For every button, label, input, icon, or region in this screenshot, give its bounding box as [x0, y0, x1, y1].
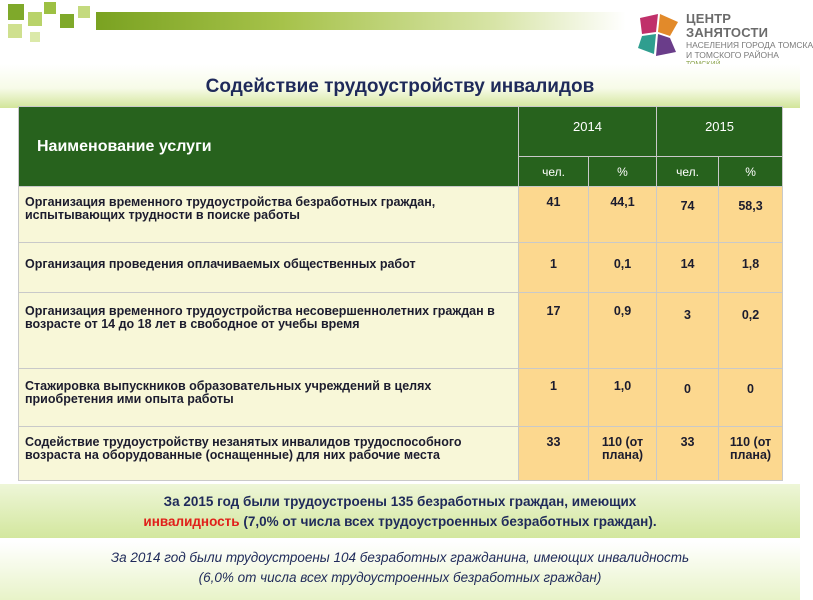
table-row — [19, 427, 783, 481]
summary-2015-line2-rest: (7,0% от числа всех трудоустроенных безработных граждан). — [239, 514, 657, 529]
summary-2014-line1: За 2014 год были трудоустроены 104 безработных гражданина, имеющих инвалидность — [110, 550, 690, 565]
service-name: Стажировка выпускников образовательных учреждений в целях приобретения ими опыта работы — [19, 369, 519, 427]
logo-title: ЦЕНТР ЗАНЯТОСТИ — [686, 11, 769, 40]
value-percent-2014: 0,1 — [589, 243, 657, 293]
summary-2014-line2: (6,0% от числа всех трудоустроенных безработных граждан) — [198, 570, 602, 585]
value-percent-2014: 1,0 — [589, 369, 657, 427]
table-row — [19, 369, 783, 427]
value-people-2014: 41 — [519, 187, 589, 243]
value-people-2014: 1 — [519, 243, 589, 293]
value-percent-2014: 0,9 — [589, 293, 657, 369]
value-people-2014: 33 — [519, 427, 589, 481]
logo-subtitle-1: НАСЕЛЕНИЯ ГОРОДА ТОМСКА — [686, 40, 813, 50]
summary-2014-band — [0, 542, 800, 600]
decor-square — [8, 4, 24, 20]
value-people-2015: 3 — [657, 293, 719, 369]
table-row — [19, 243, 783, 293]
subheader-people-2014: чел. — [519, 157, 589, 187]
header-year-2015: 2015 — [657, 107, 783, 157]
value-people-2014: 1 — [519, 369, 589, 427]
service-name: Организация временного трудоустройства несовершеннолетних граждан в возрасте от 14 до 18 лет в свободное от учебы время — [19, 293, 519, 369]
decor-square — [78, 6, 90, 18]
value-percent-2014: 44,1 — [589, 187, 657, 243]
header-decoration — [0, 0, 813, 62]
page-title: Содействие трудоустройству инвалидов — [205, 76, 595, 97]
value-percent-2015: 58,3 — [719, 187, 783, 243]
service-name: Организация временного трудоустройства безработных граждан, испытывающих трудности в поиске работы — [19, 187, 519, 243]
decor-square — [60, 14, 74, 28]
value-people-2015: 0 — [657, 369, 719, 427]
table-header-row — [19, 107, 783, 157]
services-table — [18, 106, 783, 481]
logo-icon — [636, 12, 680, 58]
table-row — [19, 293, 783, 369]
subheader-people-2015: чел. — [657, 157, 719, 187]
value-percent-2014: 110 (от плана) — [589, 427, 657, 481]
header-year-2014: 2014 — [519, 107, 657, 157]
value-people-2015: 74 — [657, 187, 719, 243]
employment-center-logo — [636, 10, 813, 62]
value-people-2014: 17 — [519, 293, 589, 369]
decor-square — [28, 12, 42, 26]
header-gradient-strip — [96, 12, 626, 30]
subheader-percent-2014: % — [589, 157, 657, 187]
decor-square — [44, 2, 56, 14]
value-percent-2015: 1,8 — [719, 243, 783, 293]
summary-2015-line1: За 2015 год были трудоустроены 135 безработных граждан, имеющих — [163, 494, 637, 509]
service-name: Содействие трудоустройству незанятых инвалидов трудоспособного возраста на оборудованные (оснащенные) для них рабочие места — [19, 427, 519, 481]
decor-square — [30, 32, 40, 42]
title-band — [0, 64, 800, 108]
service-name: Организация проведения оплачиваемых общественных работ — [19, 243, 519, 293]
subheader-percent-2015: % — [719, 157, 783, 187]
summary-2015-line2 — [0, 514, 800, 529]
header-service-name: Наименование услуги — [19, 107, 519, 187]
table-row — [19, 187, 783, 243]
value-percent-2015: 0 — [719, 369, 783, 427]
logo-subtitle-2: И ТОМСКОГО РАЙОНА — [686, 50, 779, 60]
value-people-2015: 33 — [657, 427, 719, 481]
value-percent-2015: 0,2 — [719, 293, 783, 369]
summary-2015-highlight: инвалидность — [143, 514, 240, 529]
value-percent-2015: 110 (от плана) — [719, 427, 783, 481]
value-people-2015: 14 — [657, 243, 719, 293]
decor-square — [8, 24, 22, 38]
summary-2015-band — [0, 484, 800, 538]
